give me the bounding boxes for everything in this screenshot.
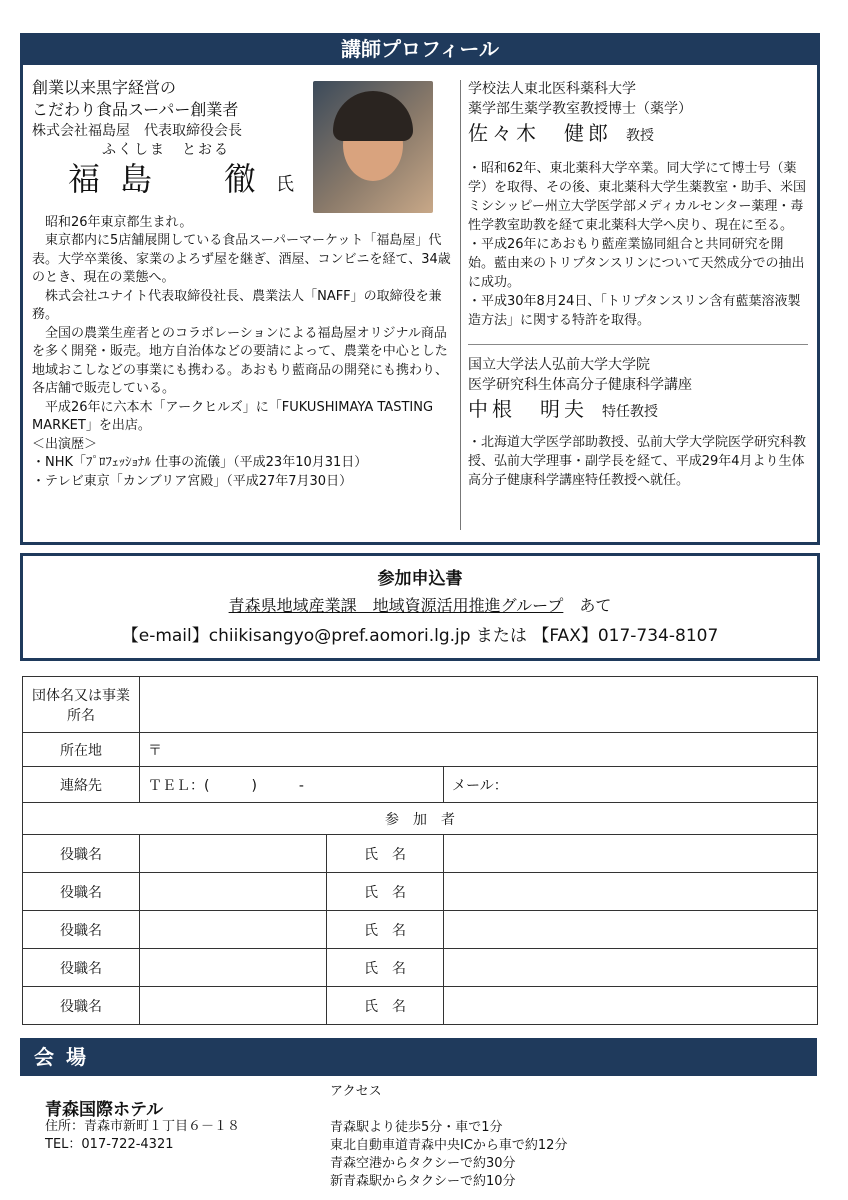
lecturer-separator bbox=[468, 344, 808, 345]
application-form bbox=[22, 676, 818, 1025]
name-label: 氏 名 bbox=[327, 949, 444, 987]
application-section bbox=[20, 553, 820, 661]
org-label: 団体名又は事業所名 bbox=[23, 677, 140, 733]
participant-row bbox=[23, 835, 818, 873]
lecturer1-tagline2: こだわり食品スーパー創業者 bbox=[32, 100, 239, 119]
role-input[interactable] bbox=[140, 911, 327, 949]
name-input[interactable] bbox=[444, 949, 818, 987]
lecturer3-name-line bbox=[468, 395, 808, 427]
name-label: 氏 名 bbox=[327, 835, 444, 873]
tel-input[interactable]: ＴＥＬ：( ) - bbox=[140, 767, 444, 803]
lecturer1-furigana: ふくしま とおる bbox=[102, 142, 230, 158]
lecturer3-title: 特任教授 bbox=[602, 404, 658, 420]
lecturer1-appearance-1: ・NHK「ﾌﾟﾛﾌｪｯｼｮﾅﾙ 仕事の流儀」（平成23年10月31日） bbox=[32, 455, 368, 470]
photo-hair bbox=[333, 91, 413, 141]
lecturer3-bio-1: ・北海道大学医学部助教授、弘前大学大学院医学研究科教授、弘前大学理事・副学長を経て、平成29年4月より生体高分子健康科学講座特任教授へ就任。 bbox=[468, 435, 807, 488]
lecturer2-title: 教授 bbox=[626, 128, 654, 144]
venue-address: 住所：青森市新町１丁目６－１８ bbox=[45, 1119, 241, 1134]
role-label: 役職名 bbox=[23, 835, 140, 873]
contact-label: 連絡先 bbox=[23, 767, 140, 803]
venue-hotel: 青森国際ホテル bbox=[45, 1100, 164, 1120]
mail-input[interactable]: メール： bbox=[444, 767, 818, 803]
role-label: 役職名 bbox=[23, 911, 140, 949]
lecturer1-bio-2: 東京都内に5店舗展開している食品スーパーマーケット「福島屋」代表。大学卒業後、家業のよろず屋を継ぎ、酒屋、コンビニを経て、34歳のとき、現在の業態へ。 bbox=[32, 233, 451, 285]
lecturer3-block bbox=[468, 355, 808, 490]
venue-address-block bbox=[45, 1118, 240, 1154]
lecturer1-bio-4: 全国の農業生産者とのコラボレーションによる福島屋オリジナル商品を多く開発・販売。地方自治体などの要請によって、農業を中心とした地域おこしなどの事業にも携わる。あおもり藍商品の開発にも携わり、各店舗で販売している。 bbox=[32, 325, 449, 396]
column-divider bbox=[460, 80, 461, 530]
name-input[interactable] bbox=[444, 835, 818, 873]
lecturer1-photo bbox=[313, 81, 433, 213]
application-to-suffix: あて bbox=[579, 596, 612, 615]
lecturer1-bio-3: 株式会社ユナイト代表取締役社長、農業法人「NAFF」の取締役を兼務。 bbox=[32, 288, 442, 322]
application-to-org: 青森県地域産業課 地域資源活用推進グループ bbox=[228, 596, 564, 615]
application-contact: 【e-mail】chiikisangyo@pref.aomori.lg.jp または 【FAX】017-734-8107 bbox=[121, 626, 719, 646]
name-input[interactable] bbox=[444, 987, 818, 1025]
lecturer1-name: 福島 徹 bbox=[68, 159, 277, 198]
lecturer2-name: 佐々木 健郎 bbox=[468, 121, 612, 145]
role-input[interactable] bbox=[140, 987, 327, 1025]
venue-access-block bbox=[330, 1083, 567, 1191]
venue-header: 会場 bbox=[20, 1038, 817, 1076]
lecturer1-company: 株式会社福島屋 代表取締役会長 bbox=[32, 123, 242, 139]
access-line-3: 青森空港からタクシーで約30分 bbox=[330, 1156, 516, 1171]
lecturer2-inst1: 学校法人東北医科薬科大学 bbox=[468, 81, 636, 97]
lecturer2-block bbox=[468, 79, 808, 330]
lecturer3-inst2: 医学研究科生体高分子健康科学講座 bbox=[468, 377, 692, 393]
application-to-line bbox=[23, 593, 817, 616]
profile-header: 講師プロフィール bbox=[20, 33, 820, 65]
form-row-contact bbox=[23, 767, 818, 803]
role-input[interactable] bbox=[140, 835, 327, 873]
lecturer1-appearance-2: ・テレビ東京「カンブリア宮殿」（平成27年7月30日） bbox=[32, 473, 353, 489]
address-label: 所在地 bbox=[23, 733, 140, 767]
role-label: 役職名 bbox=[23, 873, 140, 911]
right-column bbox=[468, 79, 808, 490]
form-row-address bbox=[23, 733, 818, 767]
lecturer2-bio-3: ・平成30年8月24日、「トリプタンスリン含有藍葉溶液製造方法」に関する特許を取得。 bbox=[468, 294, 801, 328]
role-label: 役職名 bbox=[23, 987, 140, 1025]
access-line-4: 新青森駅からタクシーで約10分 bbox=[330, 1174, 516, 1189]
lecturer1-appearances-label: ＜出演歴＞ bbox=[32, 436, 98, 452]
access-label: アクセス bbox=[330, 1084, 382, 1099]
access-line-2: 東北自動車道青森中央ICから車で約12分 bbox=[330, 1138, 568, 1153]
name-input[interactable] bbox=[444, 911, 818, 949]
name-label: 氏 名 bbox=[327, 987, 444, 1025]
access-line-1: 青森駅より徒歩5分・車で1分 bbox=[330, 1120, 503, 1135]
name-label: 氏 名 bbox=[327, 911, 444, 949]
lecturer3-name: 中根 明夫 bbox=[468, 397, 588, 421]
participants-header: 参 加 者 bbox=[23, 803, 818, 835]
lecturer2-bio-1: ・昭和62年、東北薬科大学卒業。同大学にて博士号（薬学）を取得、その後、東北薬科大学生薬教室・助手、米国ミシシッピー州立大学医学部メディカルセンター薬理・毒性学教室助教を経て東北薬科大学へ戻り、現在に至る。 bbox=[468, 161, 807, 233]
participant-row bbox=[23, 949, 818, 987]
lecturer1-bio-1: 昭和26年東京都生まれ。 bbox=[45, 214, 193, 230]
lecturer2-inst2: 薬学部生薬学教室教授博士（薬学） bbox=[468, 101, 692, 117]
lecturer3-inst1: 国立大学法人弘前大学大学院 bbox=[468, 357, 650, 373]
lecturer2-bio-2: ・平成26年にあおもり藍産業協同組合と共同研究を開始。藍由来のトリプタンスリンについて天然成分での抽出に成功。 bbox=[468, 237, 805, 290]
application-title: 参加申込書 bbox=[377, 569, 463, 589]
role-input[interactable] bbox=[140, 873, 327, 911]
lecturer1-bio-5: 平成26年に六本木「アークヒルズ」に「FUKUSHIMAYA TASTING MARKET」を出店。 bbox=[32, 399, 447, 433]
name-input[interactable] bbox=[444, 873, 818, 911]
name-label: 氏 名 bbox=[327, 873, 444, 911]
participant-row bbox=[23, 987, 818, 1025]
form-row-org bbox=[23, 677, 818, 733]
address-input[interactable]: 〒 bbox=[140, 733, 818, 767]
org-input[interactable] bbox=[140, 677, 818, 733]
participant-row bbox=[23, 873, 818, 911]
role-label: 役職名 bbox=[23, 949, 140, 987]
lecturer2-name-line bbox=[468, 119, 808, 151]
participant-row bbox=[23, 911, 818, 949]
venue-tel: TEL：017-722-4321 bbox=[45, 1137, 174, 1152]
lecturer1-honorific: 氏 bbox=[276, 173, 295, 195]
role-input[interactable] bbox=[140, 949, 327, 987]
lecturer1-tagline1: 創業以来黒字経営の bbox=[32, 78, 177, 97]
form-row-participants-header bbox=[23, 803, 818, 835]
